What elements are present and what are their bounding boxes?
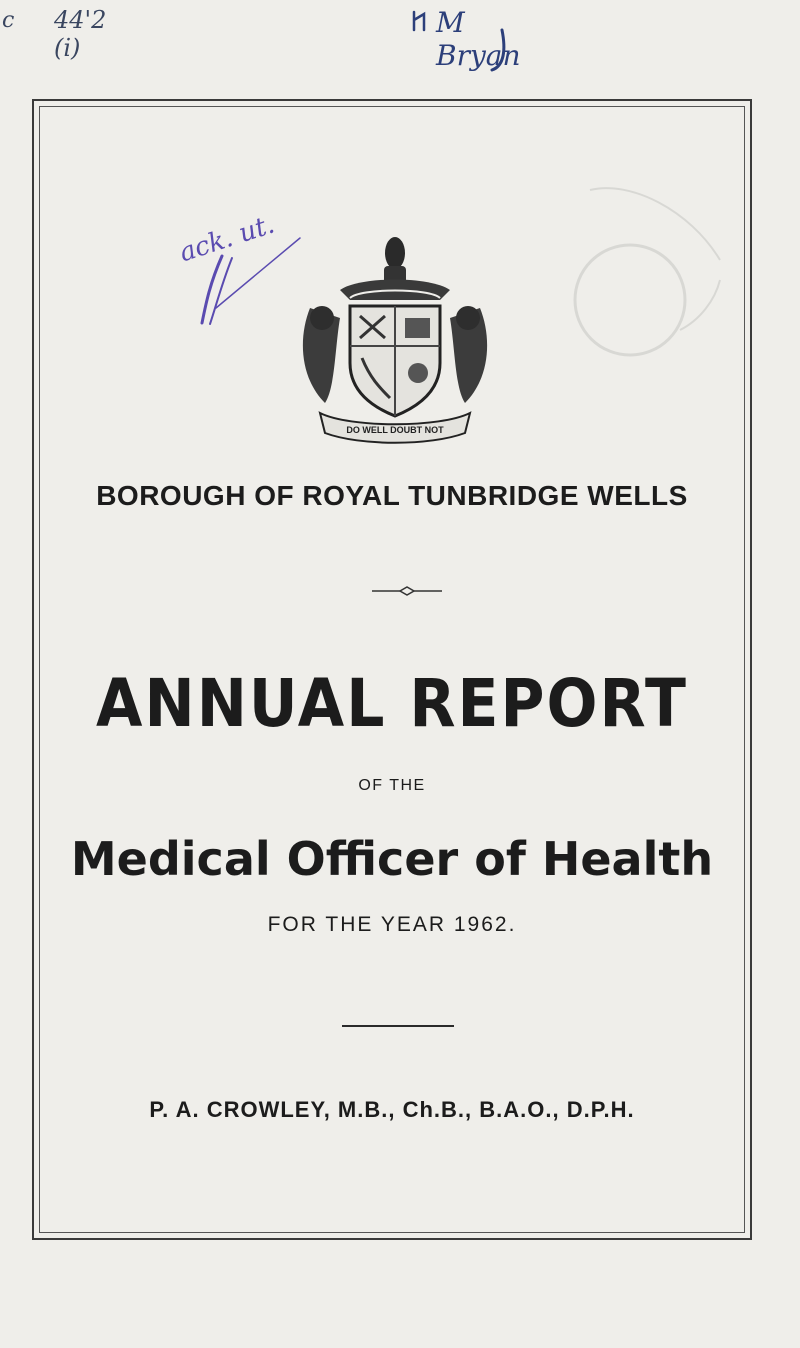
- handwritten-name-text: M Bryan: [436, 6, 521, 72]
- divider-ornament-icon: [372, 583, 442, 599]
- handwritten-shelf-number: 44'2 (i): [54, 6, 107, 62]
- borough-title: BOROUGH OF ROYAL TUNBRIDGE WELLS: [96, 480, 688, 511]
- officer-title: Medical Officer of Health: [70, 832, 714, 886]
- divider-rule: [342, 1025, 454, 1027]
- report-year: FOR THE YEAR 1962.: [267, 913, 517, 936]
- handwritten-name: [410, 0, 530, 74]
- coat-of-arms-icon: [280, 228, 510, 453]
- crest-motto: DO WELL DOUBT NOT: [346, 425, 444, 435]
- report-subtitle-connector: OF THE: [358, 777, 426, 794]
- handwritten-prefix: c: [2, 8, 15, 33]
- handwritten-reference: [0, 0, 140, 62]
- author-credentials: P. A. CROWLEY, M.B., Ch.B., B.A.O., D.P.H.: [149, 1097, 635, 1122]
- annotation-text: ack. ut.: [175, 209, 279, 269]
- report-title: ANNUAL REPORT: [96, 665, 688, 743]
